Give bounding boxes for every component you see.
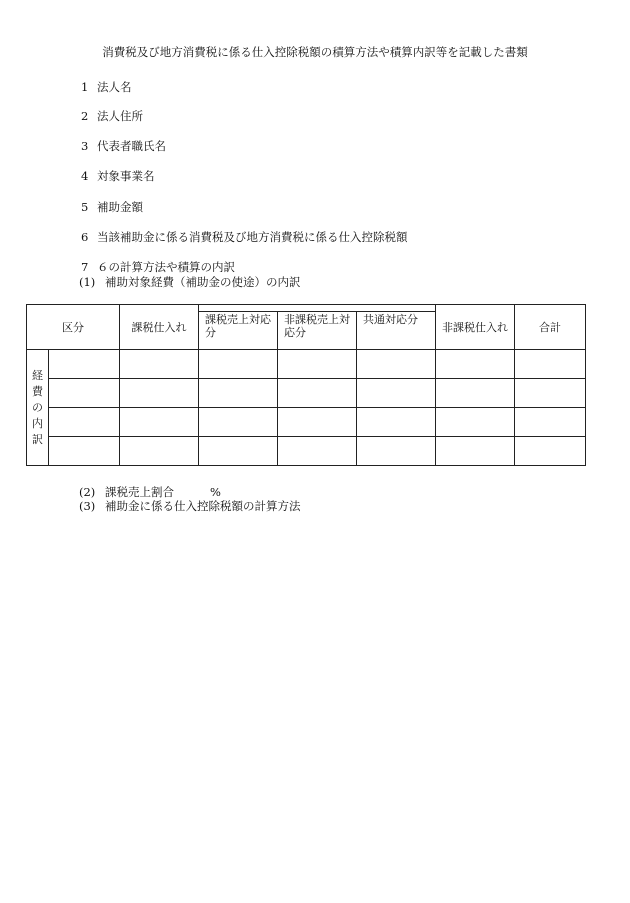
item-number: 2 [81,109,89,123]
table-cell[interactable] [278,350,357,379]
item-3 [81,138,166,154]
row-group-char: の [32,400,43,414]
table-cell[interactable] [49,379,120,408]
row-group-char: 訳 [32,432,43,446]
table-cell[interactable] [436,408,515,437]
header-common-portion: 共通対応分 [357,312,436,350]
table-cell[interactable] [199,379,278,408]
item-label: ６の計算方法や積算の内訳 [97,260,235,274]
table-cell[interactable] [49,350,120,379]
subsection-number: (3) [79,499,96,513]
table-cell[interactable] [357,350,436,379]
expense-breakdown-table [26,304,586,466]
header-taxable-sales-portion: 課税売上対応分 [199,312,278,350]
item-4 [81,168,155,184]
item-number: 7 [81,260,89,274]
row-group-char: 費 [32,384,43,398]
header-total: 合計 [515,305,586,350]
item-number: 1 [81,80,89,94]
header-taxable-purchases: 課税仕入れ [120,305,199,350]
table-cell[interactable] [120,437,199,466]
table-cell[interactable] [515,350,586,379]
item-number: 6 [81,230,89,244]
item-6 [81,229,408,245]
table-cell[interactable] [120,350,199,379]
table-cell[interactable] [199,437,278,466]
header-nontaxable-sales-portion: 非課税売上対応分 [278,312,357,350]
table-cell[interactable] [515,379,586,408]
item-label: 対象事業名 [97,169,155,183]
item-7 [81,259,235,275]
table-cell[interactable] [120,379,199,408]
row-group-label [27,350,49,466]
subsection-1 [79,274,301,290]
subsection-label: 補助対象経費（補助金の使途）の内訳 [105,275,301,289]
item-number: 5 [81,200,89,214]
item-label: 法人名 [97,80,132,94]
table-cell[interactable] [278,437,357,466]
table-cell[interactable] [357,379,436,408]
table-cell[interactable] [357,437,436,466]
item-2 [81,108,143,124]
subsection-number: (2) [79,485,96,499]
header-group-blank [199,305,436,312]
subsection-label: 課税売上割合 [105,485,174,499]
table-cell[interactable] [120,408,199,437]
item-number: 4 [81,169,89,183]
table-cell[interactable] [436,437,515,466]
item-number: 3 [81,139,89,153]
item-5 [81,199,143,215]
table-cell[interactable] [49,437,120,466]
header-category: 区分 [27,305,120,350]
table-cell[interactable] [515,408,586,437]
table-cell[interactable] [436,379,515,408]
table-cell[interactable] [199,408,278,437]
table-cell[interactable] [436,350,515,379]
item-label: 代表者職氏名 [97,139,166,153]
item-label: 当該補助金に係る消費税及び地方消費税に係る仕入控除税額 [97,230,408,244]
document-title: 消費税及び地方消費税に係る仕入控除税額の積算方法や積算内訳等を記載した書類 [102,45,528,59]
item-1 [81,79,132,95]
row-group-char: 経 [32,368,43,382]
table-cell[interactable] [357,408,436,437]
row-group-char: 内 [32,416,43,430]
table-cell[interactable] [515,437,586,466]
table-cell[interactable] [49,408,120,437]
subsection-label: 補助金に係る仕入控除税額の計算方法 [105,499,301,513]
subsection-3 [79,498,301,514]
subsection-number: (1) [79,275,96,289]
percent-unit: % [210,485,221,499]
table-cell[interactable] [278,408,357,437]
header-nontaxable-purchases: 非課税仕入れ [436,305,515,350]
table-cell[interactable] [278,379,357,408]
item-label: 法人住所 [97,109,143,123]
item-label: 補助金額 [97,200,143,214]
table-cell[interactable] [199,350,278,379]
